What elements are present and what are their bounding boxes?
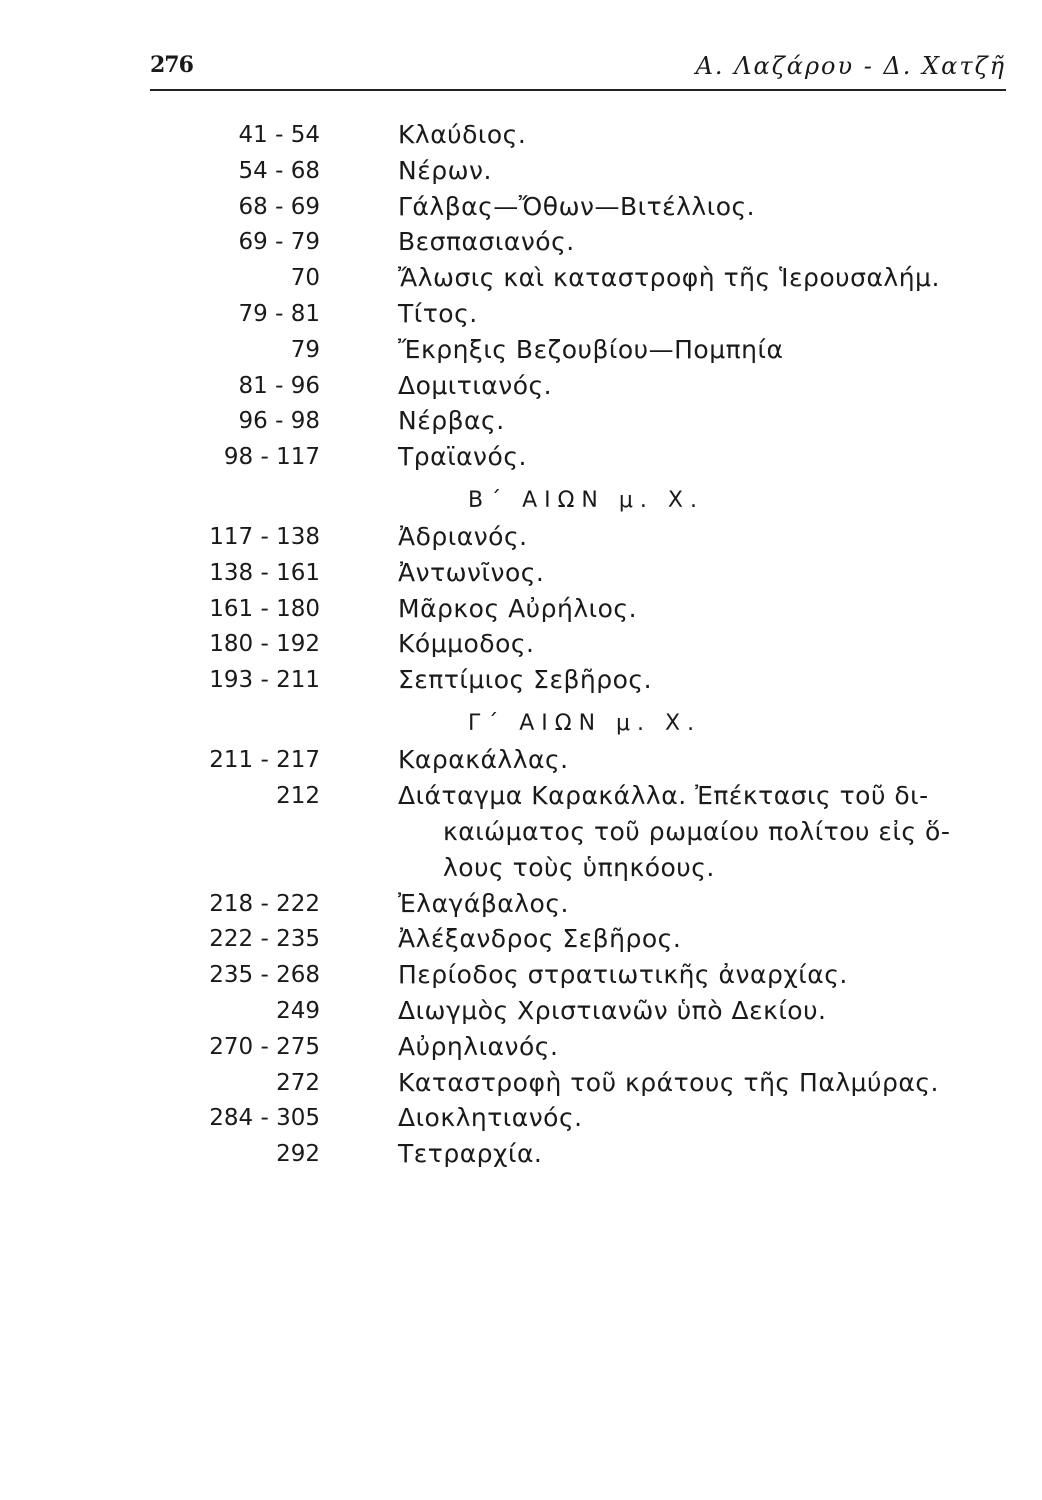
chronology-row bbox=[0, 745, 1042, 781]
date-range: 272 bbox=[276, 1069, 320, 1096]
date-range: 222 - 235 bbox=[209, 926, 320, 953]
event-text: Διωγμὸς Χριστιανῶν ὑπὸ Δεκίου. bbox=[398, 995, 827, 1025]
chronology-row bbox=[0, 120, 1042, 156]
chronology-row bbox=[0, 594, 1042, 630]
chronology-row bbox=[0, 442, 1042, 478]
chronology-row bbox=[0, 889, 1042, 925]
chronology-row bbox=[0, 192, 1042, 228]
chronology-row bbox=[0, 996, 1042, 1032]
event-text: Τίτος. bbox=[398, 298, 478, 328]
chronology-row bbox=[0, 1068, 1042, 1104]
page-header bbox=[150, 52, 1006, 88]
event-text: Γάλβας—Ὄθων—Βιτέλλιος. bbox=[398, 191, 756, 221]
chronology-row bbox=[0, 629, 1042, 665]
event-text: Διοκλητιανός. bbox=[398, 1103, 583, 1133]
page-number: 276 bbox=[150, 52, 193, 78]
date-range: 41 - 54 bbox=[238, 122, 320, 148]
date-range: 79 bbox=[290, 336, 320, 363]
event-text: Μᾶρκος Αὐρήλιος. bbox=[398, 593, 638, 623]
event-text: Ἄλωσις καὶ καταστροφὴ τῆς Ἱερουσαλήμ. bbox=[398, 263, 940, 293]
date-range: 96 - 98 bbox=[238, 408, 320, 435]
event-text: Νέρων. bbox=[398, 155, 492, 185]
chronology-row bbox=[0, 781, 1042, 817]
chronology-list bbox=[0, 120, 1042, 1175]
date-range: 284 - 305 bbox=[209, 1105, 320, 1132]
chronology-row bbox=[0, 371, 1042, 407]
date-range: 249 bbox=[276, 997, 320, 1024]
chronology-row bbox=[0, 156, 1042, 192]
group-third-century bbox=[0, 745, 1042, 1175]
date-range: 161 - 180 bbox=[209, 595, 320, 622]
event-text: Ἀλέξανδρος Σεβῆρος. bbox=[398, 924, 682, 954]
event-text: Ἔκρηξις Βεζουβίου—Πομπηία bbox=[398, 334, 784, 364]
date-range: 79 - 81 bbox=[238, 300, 320, 327]
date-range: 270 - 275 bbox=[209, 1033, 320, 1060]
date-range: 138 - 161 bbox=[209, 559, 320, 586]
event-text: Νέρβας. bbox=[398, 406, 505, 436]
chronology-row-continuation bbox=[0, 817, 1042, 853]
date-range: 292 bbox=[276, 1141, 320, 1168]
date-range: 117 - 138 bbox=[209, 523, 320, 550]
chronology-row bbox=[0, 522, 1042, 558]
event-text: Τραϊανός. bbox=[398, 442, 527, 472]
header-rule bbox=[150, 89, 1006, 91]
chronology-row bbox=[0, 227, 1042, 263]
event-text: Βεσπασιανός. bbox=[398, 227, 575, 257]
chronology-row bbox=[0, 665, 1042, 701]
event-text: Κλαύδιος. bbox=[398, 120, 527, 149]
event-text: λους τοὺς ὑπηκόους. bbox=[443, 852, 715, 882]
date-range: 81 - 96 bbox=[238, 372, 320, 399]
event-text: Ἀδριανός. bbox=[398, 521, 528, 551]
chronology-row bbox=[0, 558, 1042, 594]
chronology-row bbox=[0, 1032, 1042, 1068]
event-text: Αὐρηλιανός. bbox=[398, 1031, 559, 1061]
date-range: 68 - 69 bbox=[238, 193, 320, 220]
section-heading: Γ΄ ΑΙΩΝ μ. Χ. bbox=[468, 710, 702, 736]
event-text: Δομιτιανός. bbox=[398, 370, 553, 400]
event-text: Καρακάλλας. bbox=[398, 744, 569, 774]
date-range: 235 - 268 bbox=[209, 962, 320, 989]
date-range: 212 bbox=[276, 782, 320, 809]
event-text: Σεπτίμιος Σεβῆρος. bbox=[398, 665, 653, 695]
date-range: 193 - 211 bbox=[209, 667, 320, 694]
date-range: 54 - 68 bbox=[238, 157, 320, 184]
event-text: Ἀντωνῖνος. bbox=[398, 557, 545, 587]
event-text: Κόμμοδος. bbox=[398, 629, 535, 659]
chronology-row-continuation bbox=[0, 853, 1042, 889]
chronology-row bbox=[0, 1139, 1042, 1175]
section-heading: Β΄ ΑΙΩΝ μ. Χ. bbox=[468, 487, 704, 513]
date-range: 218 - 222 bbox=[209, 890, 320, 917]
chronology-row bbox=[0, 263, 1042, 299]
chronology-row bbox=[0, 1103, 1042, 1139]
event-text: Περίοδος στρατιωτικῆς ἀναρχίας. bbox=[398, 960, 848, 990]
group-second-century bbox=[0, 522, 1042, 701]
event-text: Τετραρχία. bbox=[398, 1139, 543, 1169]
date-range: 70 bbox=[290, 265, 320, 292]
date-range: 211 - 217 bbox=[209, 746, 320, 773]
chronology-row bbox=[0, 299, 1042, 335]
event-text: Ἐλαγάβαλος. bbox=[398, 888, 569, 918]
event-text: Καταστροφὴ τοῦ κράτους τῆς Παλμύρας. bbox=[398, 1067, 939, 1097]
century-heading-b bbox=[0, 478, 1042, 522]
chronology-row bbox=[0, 960, 1042, 996]
event-text: Διάταγμα Καρακάλλα. Ἐπέκτασις τοῦ δι- bbox=[398, 780, 929, 810]
century-heading-c bbox=[0, 701, 1042, 745]
group-first-century bbox=[0, 120, 1042, 478]
event-text: καιώματος τοῦ ρωμαίου πολίτου εἰς ὅ- bbox=[443, 816, 951, 846]
date-range: 98 - 117 bbox=[223, 444, 320, 471]
chronology-row bbox=[0, 924, 1042, 960]
chronology-row bbox=[0, 335, 1042, 371]
chronology-row bbox=[0, 406, 1042, 442]
date-range: 69 - 79 bbox=[238, 229, 320, 256]
running-head: Α. Λαζάρου - Δ. Χατζῆ bbox=[695, 52, 1006, 80]
date-range: 180 - 192 bbox=[209, 631, 320, 658]
